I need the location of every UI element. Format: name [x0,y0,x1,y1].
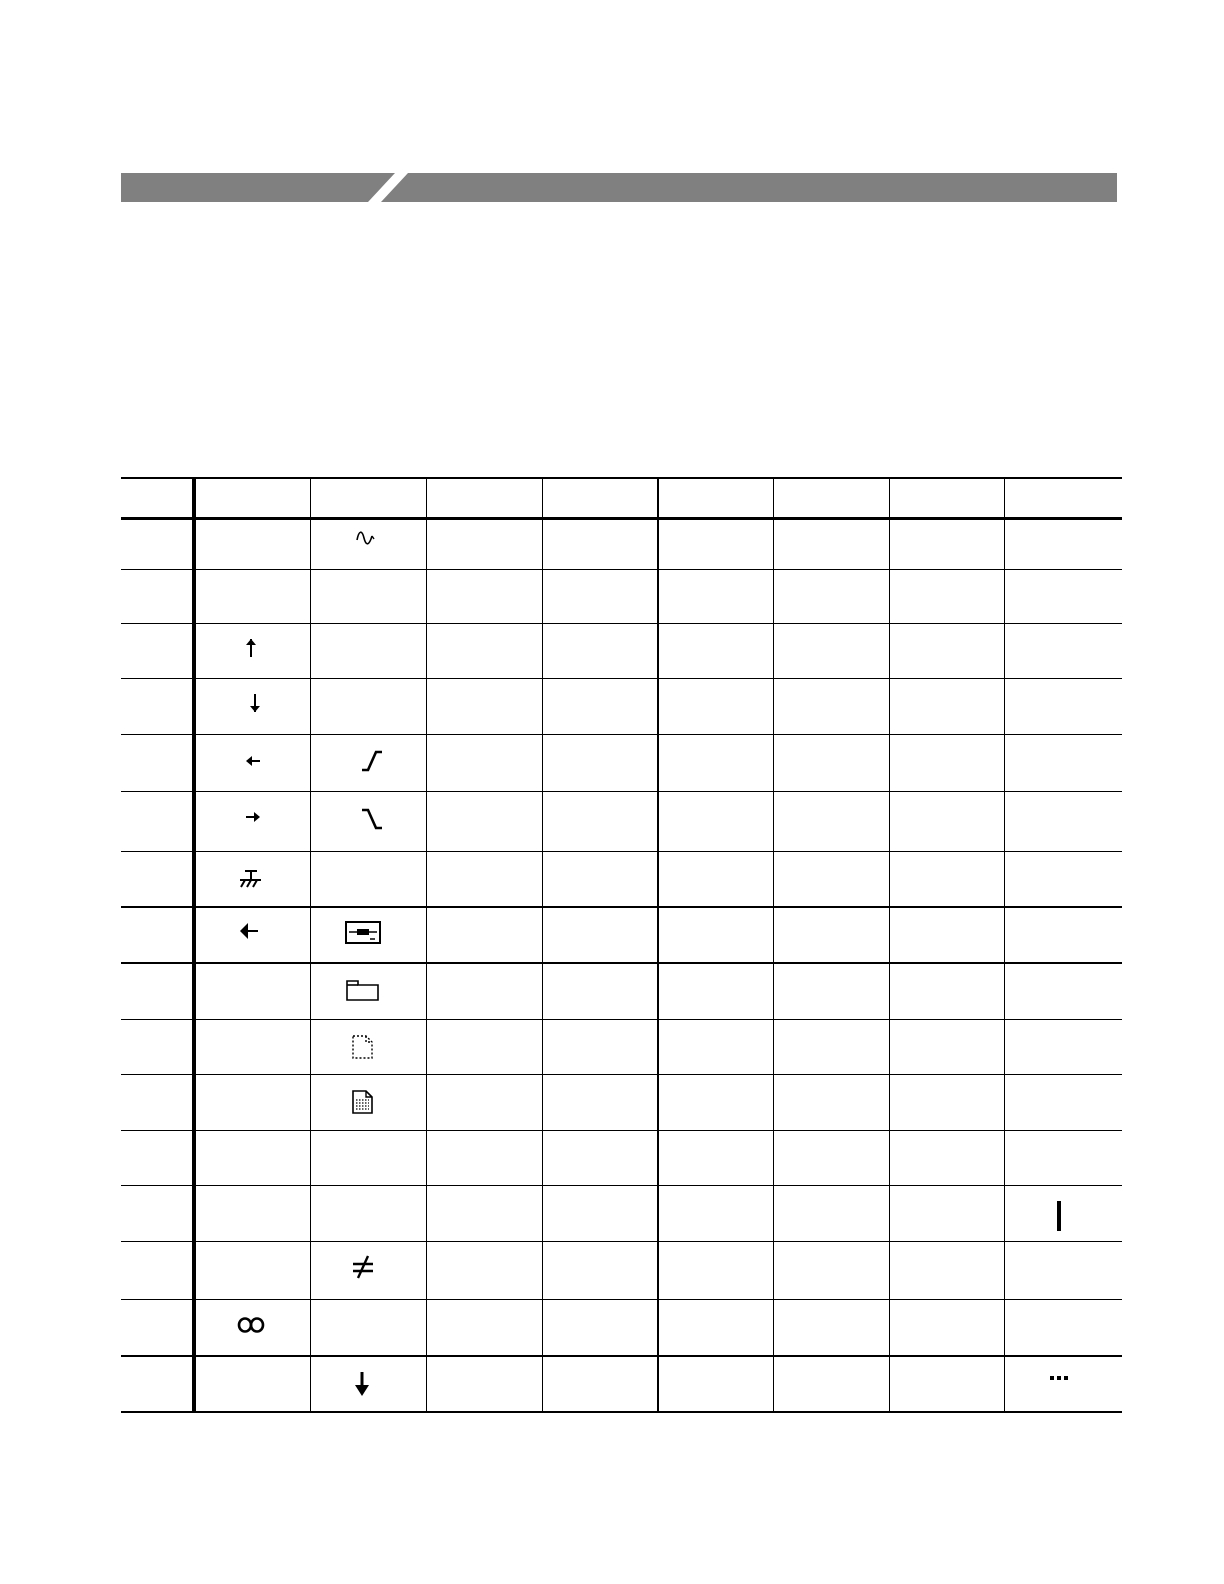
table-rule [121,477,1122,479]
sine-wave-icon [353,527,377,551]
table-rule [121,678,1122,679]
table-rule [121,1411,1122,1413]
table-column-rule [773,477,774,1413]
table-rule [121,569,1122,570]
table-rule [121,517,1122,520]
chassis-ground-icon [235,864,265,892]
bold-arrow-left-icon [235,919,263,943]
bold-arrow-down-icon [349,1369,375,1399]
data-file-icon [349,1088,377,1116]
arrow-left-icon [241,749,265,773]
table-rule [121,1019,1122,1020]
infinity-icon [235,1313,267,1337]
table-rule [121,1299,1122,1300]
table-column-rule [310,477,311,1413]
table-rule [121,791,1122,792]
arrow-right-icon [241,805,265,829]
table-column-rule [542,477,543,1413]
rising-edge-icon [357,747,387,775]
table-column-rule [889,477,890,1413]
table-column-rule [1004,477,1005,1413]
table-rule [121,1074,1122,1075]
table-rule [121,1355,1122,1357]
empty-file-icon [349,1033,377,1061]
table-rule [121,851,1122,852]
ellipsis-icon [1047,1371,1071,1385]
table-rule [121,1130,1122,1131]
disk-drive-icon [343,920,383,946]
arrow-up-icon [239,636,263,660]
vertical-bar-icon [1047,1199,1071,1233]
table-rule [121,623,1122,624]
section-header-banner [121,173,1117,202]
not-equal-icon [349,1253,377,1281]
table-column-rule [657,477,659,1413]
table-rule [121,734,1122,735]
table-rule [121,1241,1122,1242]
table-rule [121,906,1122,908]
arrow-down-icon [243,691,267,715]
table-column-rule [426,477,427,1413]
table-column-rule [192,477,196,1413]
folder-icon [345,977,381,1003]
table-rule [121,1185,1122,1186]
falling-edge-icon [357,805,387,833]
table-rule [121,962,1122,964]
